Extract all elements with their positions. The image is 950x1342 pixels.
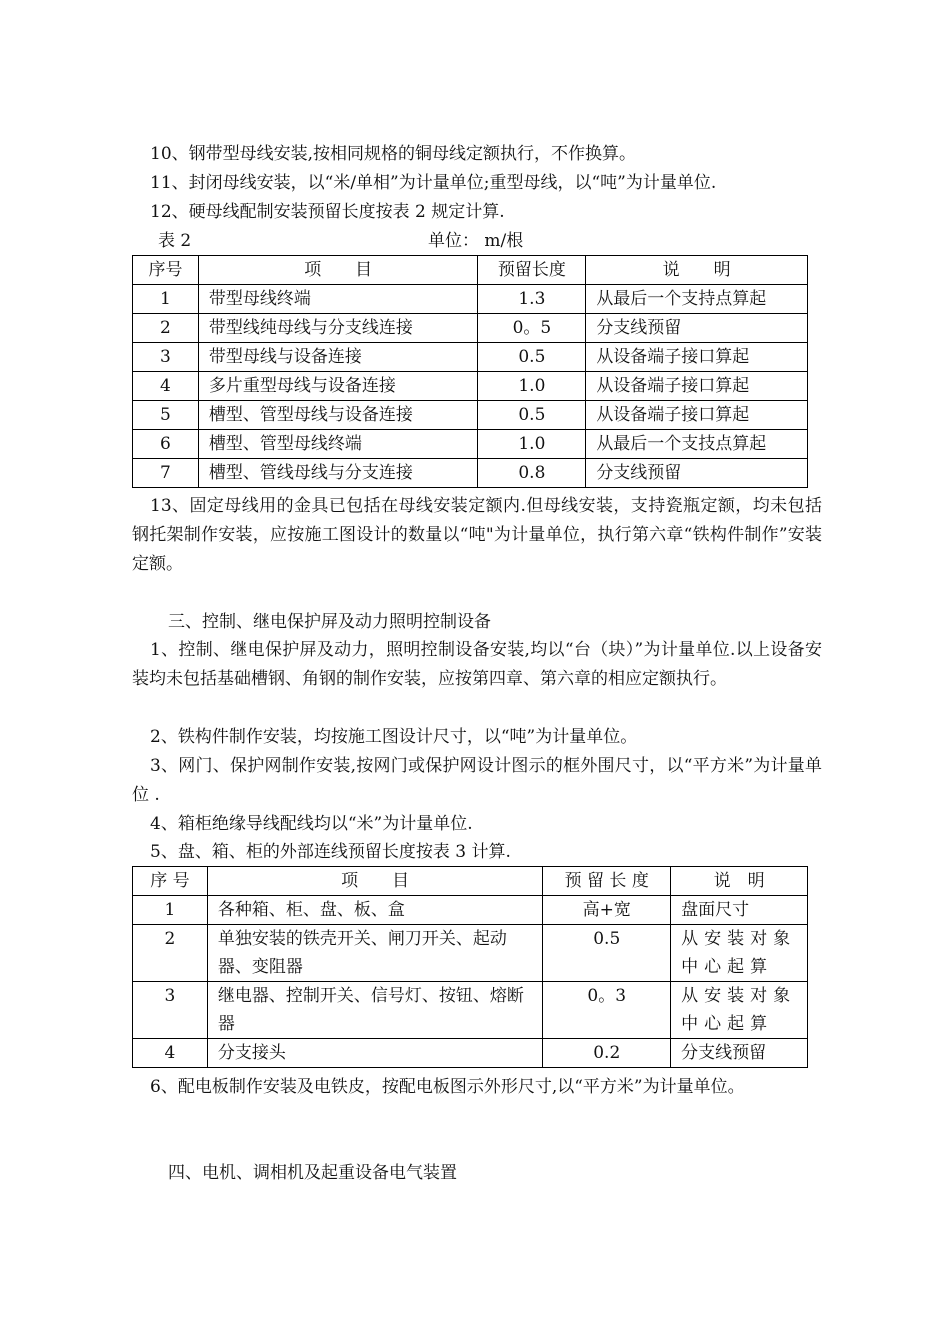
item-6: 6、配电板制作安装及电铁皮，按配电板图示外形尺寸,以“平方米”为计量单位。 <box>150 1077 745 1097</box>
table-cell: 0。5 <box>478 314 586 343</box>
table-cell: 分支线预留 <box>586 314 808 343</box>
table-row <box>133 430 808 459</box>
table-header-row <box>133 867 808 896</box>
table-cell: 1 <box>133 285 199 314</box>
table-row <box>133 1039 808 1068</box>
table-cell: 2 <box>133 314 199 343</box>
header-cell: 项 目 <box>207 867 542 896</box>
table-3 <box>132 866 808 1068</box>
table-cell: 盘面尺寸 <box>671 896 808 925</box>
table-cell: 分支线预留 <box>586 459 808 488</box>
header-cell: 项 目 <box>198 256 478 285</box>
table-cell: 带型母线与设备连接 <box>198 343 478 372</box>
table-cell: 0.8 <box>478 459 586 488</box>
header-cell: 说 明 <box>671 867 808 896</box>
clause-10: 10、钢带型母线安装,按相同规格的铜母线定额执行，不作换算。 <box>150 144 637 164</box>
table-cell: 从最后一个支技点算起 <box>586 430 808 459</box>
table-cell: 1.3 <box>478 285 586 314</box>
table-cell: 分支接头 <box>207 1039 542 1068</box>
table-row <box>133 459 808 488</box>
table-cell: 从安装对象中心起算 <box>671 982 808 1039</box>
table-cell: 各种箱、柜、盘、板、盒 <box>207 896 542 925</box>
table-cell: 1.0 <box>478 372 586 401</box>
table-header-row <box>133 256 808 285</box>
section3-item-4: 4、箱柜绝缘导线配线均以“米”为计量单位. <box>150 814 473 834</box>
table-cell: 高+宽 <box>543 896 671 925</box>
table-row <box>133 314 808 343</box>
table-row <box>133 372 808 401</box>
clause-13: 13、固定母线用的金具已包括在母线安装定额内.但母线安装，支持瓷瓶定额，均未包括钢托架制作安装，应按施工图设计的数量以“吨"为计量单位，执行第六章“铁构件制作”安装定额。 <box>132 496 822 574</box>
table-row <box>133 925 808 982</box>
table-cell: 6 <box>133 430 199 459</box>
table-cell: 槽型、管型母线与设备连接 <box>198 401 478 430</box>
table-cell: 7 <box>133 459 199 488</box>
table-cell: 3 <box>133 343 199 372</box>
header-cell: 说 明 <box>586 256 808 285</box>
table-cell: 多片重型母线与设备连接 <box>198 372 478 401</box>
table-cell: 0.5 <box>478 343 586 372</box>
table-row <box>133 285 808 314</box>
header-cell: 序号 <box>133 256 199 285</box>
clause-11: 11、封闭母线安装，以“米/单相”为计量单位;重型母线，以“吨”为计量单位. <box>150 173 717 193</box>
table-cell: 1.0 <box>478 430 586 459</box>
table-cell: 单独安装的铁壳开关、闸刀开关、起动器、变阻器 <box>207 925 542 982</box>
table-row <box>133 401 808 430</box>
table-cell: 4 <box>133 372 199 401</box>
table-cell: 1 <box>133 896 208 925</box>
section3-item-3: 3、网门、保护网制作安装,按网门或保护网设计图示的框外围尺寸，以“平方米”为计量单位 . <box>132 756 822 805</box>
table2-unit: 单位： m/根 <box>428 231 524 251</box>
table-cell: 带型母线终端 <box>198 285 478 314</box>
table-2 <box>132 255 808 488</box>
section3-item-2: 2、铁构件制作安装，均按施工图设计尺寸，以“吨”为计量单位。 <box>150 727 638 747</box>
table-cell: 从设备端子接口算起 <box>586 372 808 401</box>
table-cell: 从安装对象中心起算 <box>671 925 808 982</box>
table-cell: 从设备端子接口算起 <box>586 343 808 372</box>
section-3-title: 三、控制、继电保护屏及动力照明控制设备 <box>168 612 491 632</box>
section3-item-1: 1、控制、继电保护屏及动力，照明控制设备安装,均以“台（块）”为计量单位.以上设备安装均未包括基础槽钢、角钢的制作安装，应按第四章、第六章的相应定额执行。 <box>132 640 822 689</box>
table-cell: 0.5 <box>478 401 586 430</box>
clause-12: 12、硬母线配制安装预留长度按表 2 规定计算. <box>150 202 505 222</box>
table-cell: 带型线纯母线与分支线连接 <box>198 314 478 343</box>
table-cell: 分支线预留 <box>671 1039 808 1068</box>
table-cell: 0.2 <box>543 1039 671 1068</box>
table-cell: 继电器、控制开关、信号灯、按钮、熔断器 <box>207 982 542 1039</box>
table-cell: 从最后一个支持点算起 <box>586 285 808 314</box>
section3-item-5: 5、盘、箱、柜的外部连线预留长度按表 3 计算. <box>150 842 511 862</box>
header-cell: 预 留 长 度 <box>543 867 671 896</box>
table-cell: 2 <box>133 925 208 982</box>
header-cell: 序 号 <box>133 867 208 896</box>
table-cell: 4 <box>133 1039 208 1068</box>
table-cell: 从设备端子接口算起 <box>586 401 808 430</box>
table-row <box>133 982 808 1039</box>
table-row <box>133 343 808 372</box>
table-cell: 槽型、管线母线与分支连接 <box>198 459 478 488</box>
table-row <box>133 896 808 925</box>
table2-caption: 表 2 <box>158 231 192 251</box>
table-cell: 3 <box>133 982 208 1039</box>
table-cell: 0。3 <box>543 982 671 1039</box>
table-cell: 5 <box>133 401 199 430</box>
section-4-title: 四、电机、调相机及起重设备电气装置 <box>168 1163 457 1183</box>
table-cell: 槽型、管型母线终端 <box>198 430 478 459</box>
table-cell: 0.5 <box>543 925 671 982</box>
header-cell: 预留长度 <box>478 256 586 285</box>
